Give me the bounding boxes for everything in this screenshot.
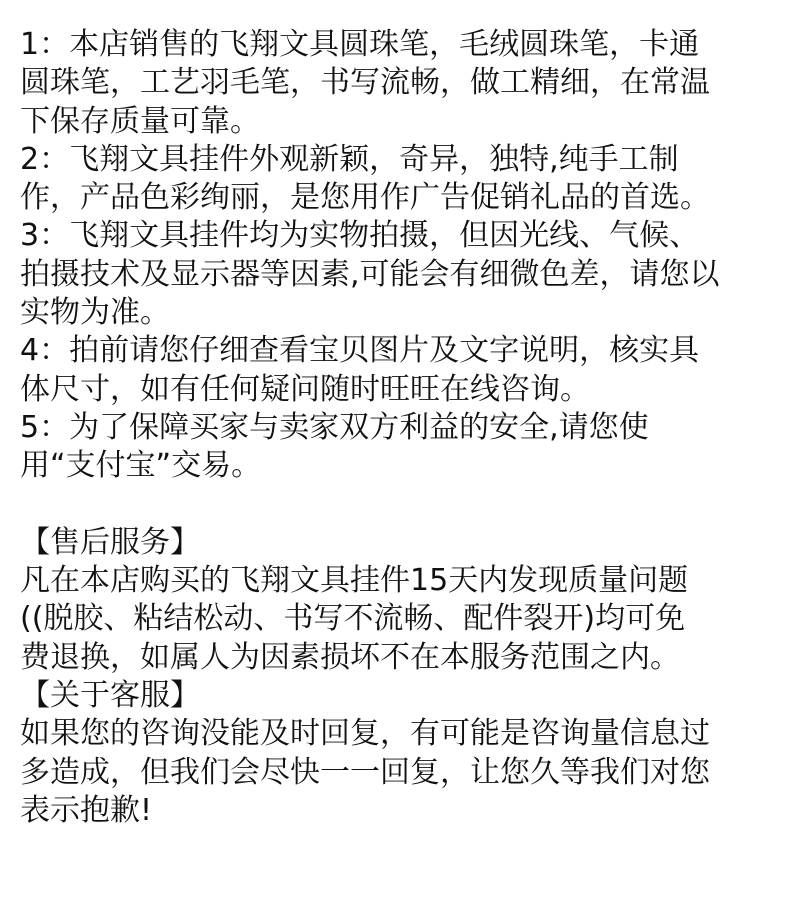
notice-line: 1：本店销售的飞翔文具圆珠笔，毛绒圆珠笔，卡通 (20, 27, 700, 62)
paragraph-spacer (20, 486, 780, 524)
notice-line: 3：飞翔文具挂件均为实物拍摄，但因光线、气候、 (20, 218, 700, 254)
notice-line: 作，产品色彩绚丽，是您用作广告促销礼品的首选。 (20, 180, 710, 216)
after-sales-section (20, 524, 780, 677)
notice-line: 4：拍前请您仔细查看宝贝图片及文字说明，核实具 (20, 333, 700, 369)
notice-line: 下保存质量可靠。 (20, 103, 260, 139)
notice-line: 圆珠笔，工艺羽毛笔，书写流畅，做工精细，在常温 (20, 65, 710, 101)
notice-item-4 (20, 332, 780, 409)
after-sales-heading: 【售后服务】 (20, 524, 200, 560)
notice-line: 体尺寸，如有任何疑问随时旺旺在线咨询。 (20, 371, 590, 407)
notice-line: 拍摄技术及显示器等因素,可能会有细微色差，请您以 (20, 256, 720, 292)
store-notice (20, 26, 780, 830)
notice-line: 2：飞翔文具挂件外观新颖，奇异，独特,纯手工制 (20, 141, 679, 177)
customer-service-line: 如果您的咨询没能及时回复，有可能是咨询量信息过 (20, 716, 710, 752)
customer-service-line: 表示抱歉! (20, 792, 153, 828)
notice-item-2 (20, 141, 780, 218)
notice-item-5 (20, 409, 780, 486)
after-sales-line: ((脱胶、粘结松动、书写不流畅、配件裂开)均可免 (20, 601, 686, 637)
notice-line: 实物为准。 (20, 295, 170, 331)
after-sales-line: 费退换，如属人为因素损坏不在本服务范围之内。 (20, 639, 680, 675)
customer-service-line: 多造成，但我们会尽快一一回复，让您久等我们对您 (20, 754, 710, 790)
customer-service-heading: 【关于客服】 (20, 678, 200, 714)
after-sales-line: 凡在本店购买的飞翔文具挂件15天内发现质量问题 (20, 563, 689, 599)
notice-item-1 (20, 26, 780, 141)
notice-line: 用“支付宝”交易。 (20, 448, 262, 484)
notice-item-3 (20, 217, 780, 332)
notice-line: 5：为了保障买家与卖家双方利益的安全,请您使 (20, 409, 649, 445)
customer-service-section (20, 677, 780, 830)
